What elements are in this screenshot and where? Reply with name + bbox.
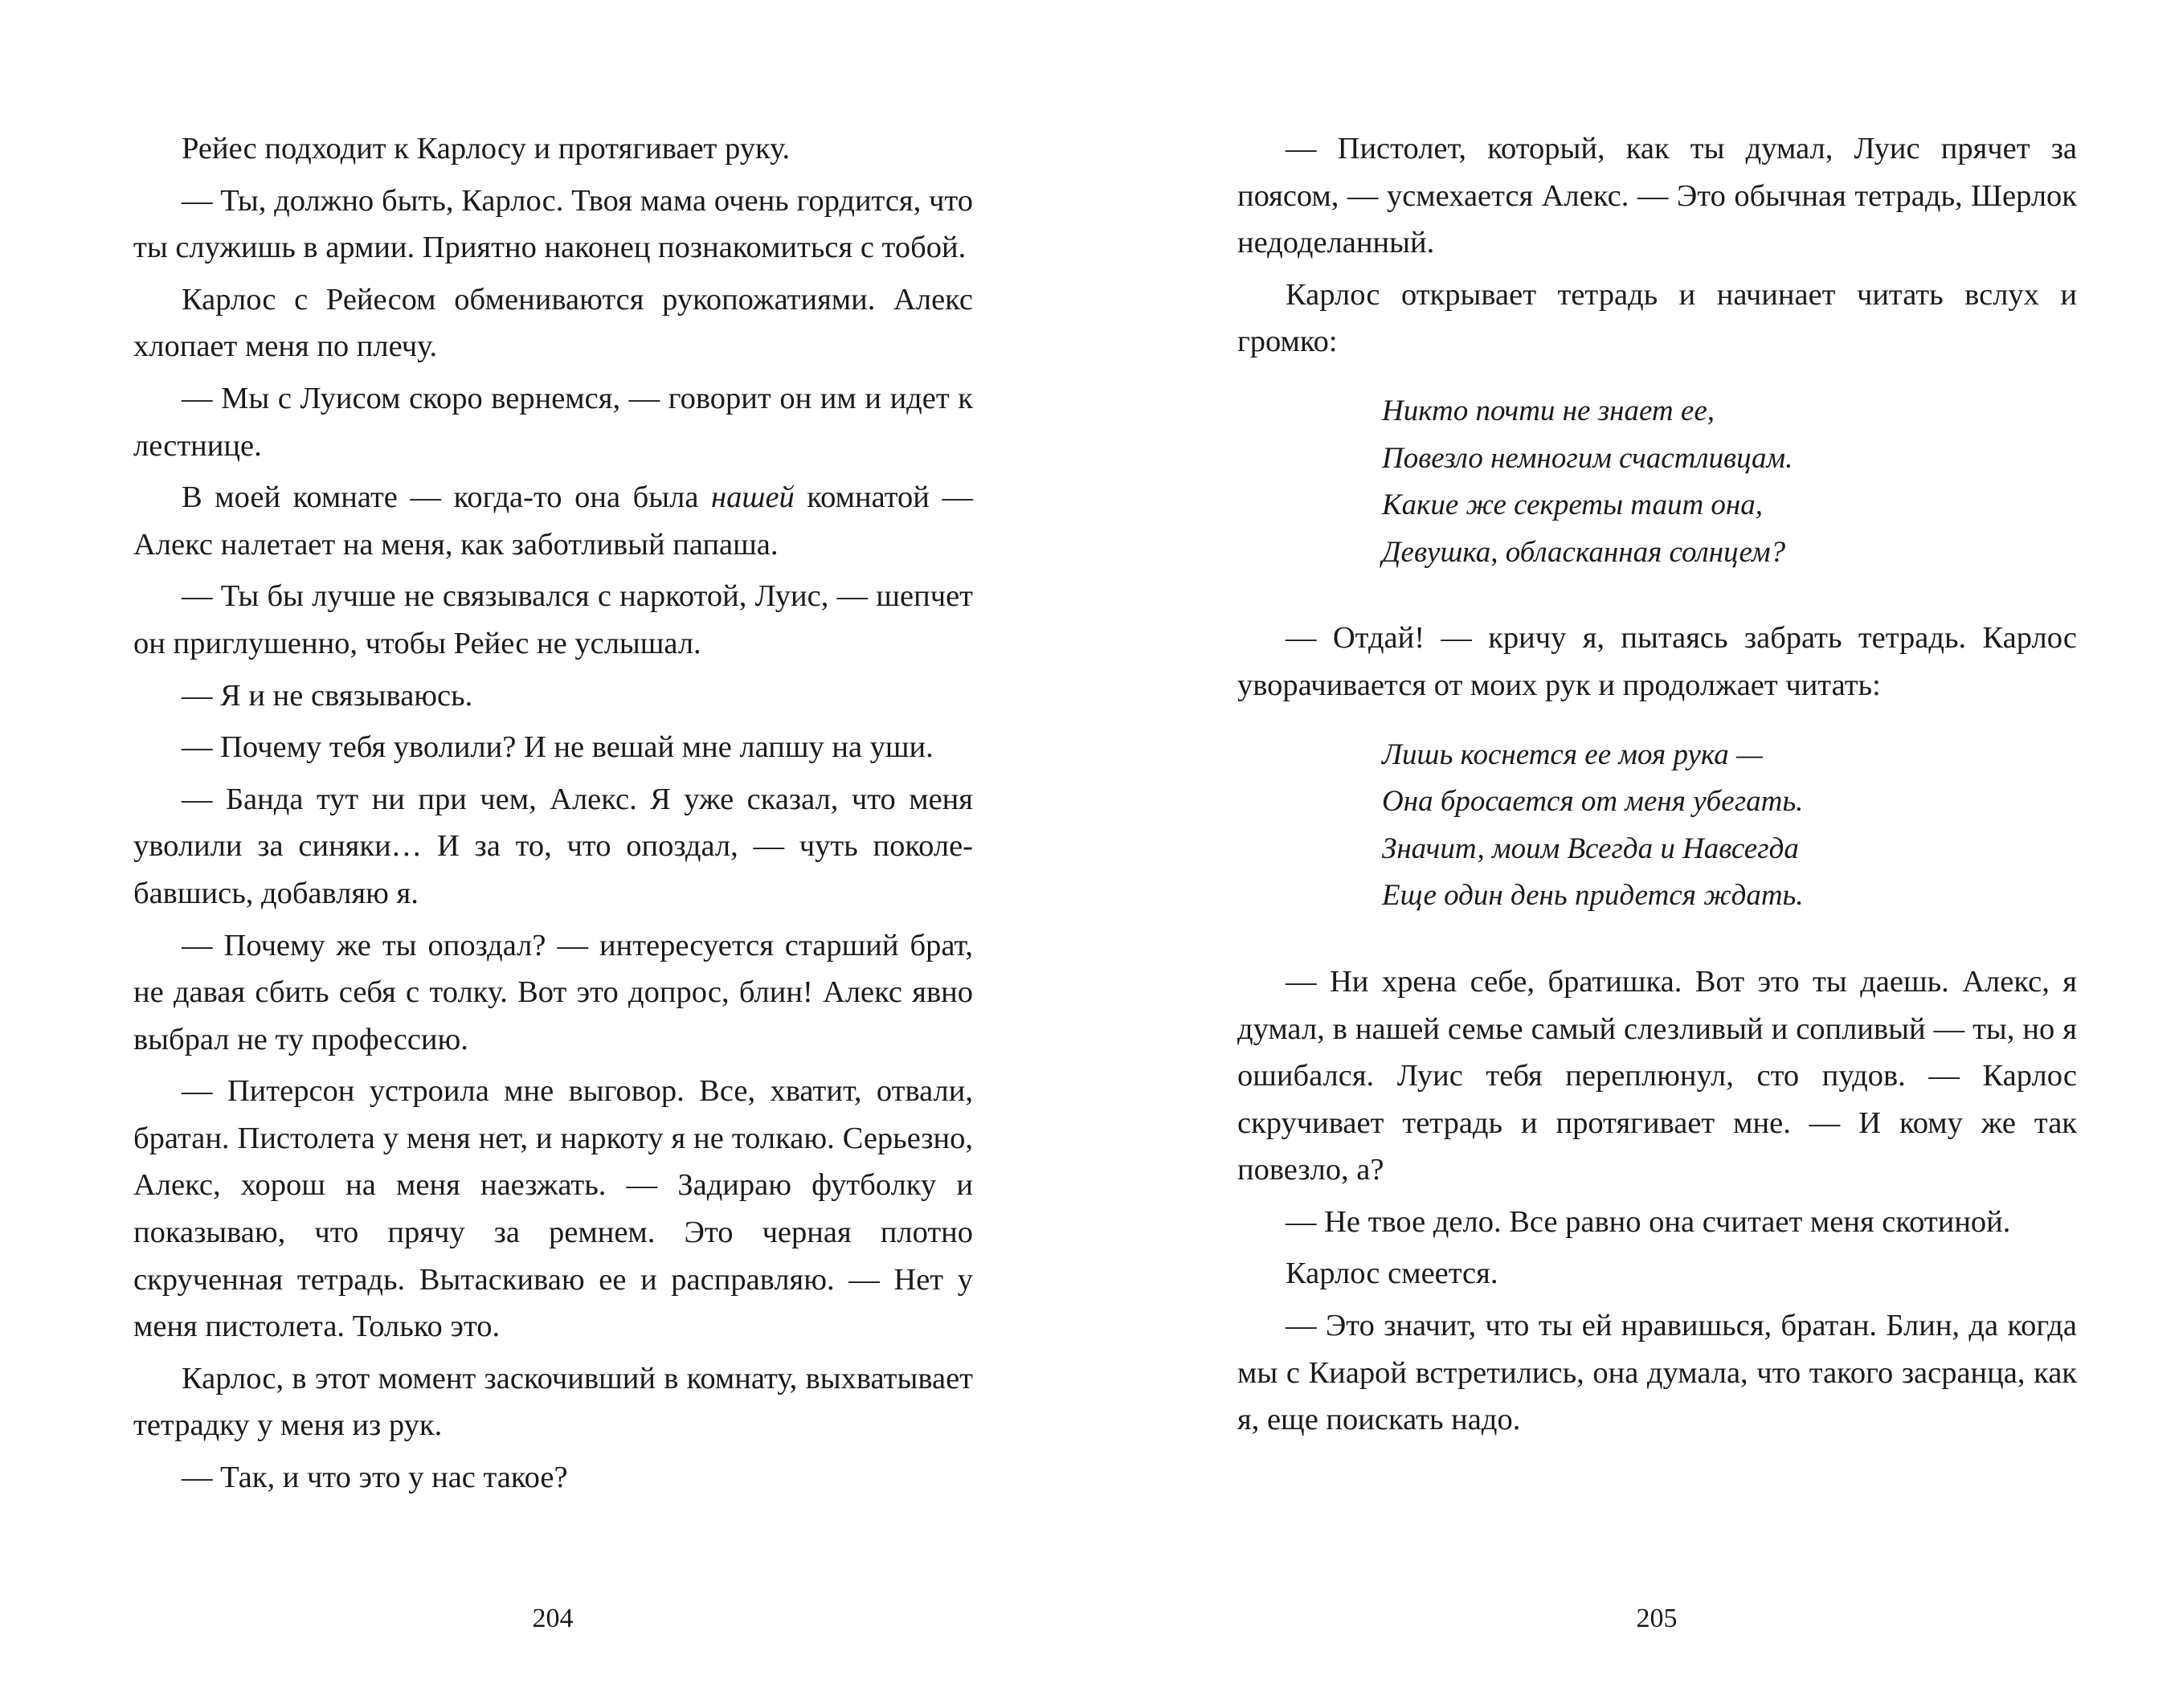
paragraph: — Я и не связываюсь.	[182, 678, 473, 713]
poem-stanza-1	[1382, 388, 2077, 576]
paragraph: — Мы с Луисом скоро вернемся, — говорит он им и идет к лестнице.	[133, 381, 973, 463]
paragraph-text: В моей комнате — когда-то она была	[182, 480, 712, 515]
paragraph: — Отдай! — кричу я, пытаясь забрать тетрадь. Карлос уворачивается от моих рук и продолжает читать:	[1237, 621, 2077, 702]
paragraph: — Почему же ты опоздал? — интересуется старший брат, не давая сбить себя с толку. Вот это допрос, блин! Алекс явно выбрал не ту профессию.	[133, 928, 973, 1056]
poem-line: Она бросается от меня убегать.	[1382, 785, 1804, 819]
poem-line: Повезло немногим счастливцам.	[1382, 441, 1793, 475]
paragraph	[133, 474, 973, 568]
paragraph: — Ты бы лучше не связывался с наркотой, Луис, — шепчет он приглушенно, чтобы Рейес не услышал.	[133, 579, 973, 660]
right-page	[1237, 125, 2077, 1652]
paragraph: — Ты, должно быть, Карлос. Твоя мама очень гордится, что ты служишь в армии. Приятно наконец познакомиться с тобой.	[133, 183, 973, 265]
paragraph-text: комнатой — Алекс налетает на меня, как заботливый папаша.	[133, 480, 974, 562]
page-number-right: 205	[1636, 1604, 1678, 1633]
poem-line: Никто почти не знает ее,	[1382, 394, 1715, 427]
poem-line: Лишь коснется ее моя рука —	[1382, 738, 1763, 771]
paragraph: Карлос открывает тетрадь и начинает читать вслух и громко:	[1237, 277, 2077, 359]
paragraph: — Банда тут ни при чем, Алекс. Я уже сказал, что меня уволили за синяки… И за то, что опоздал, — чуть поколебавшись, добавляю я.	[133, 782, 973, 910]
emphasized-word: нашей	[711, 480, 795, 515]
paragraph: — Ни хрена себе, братишка. Вот это ты даешь. Алекс, я думал, в нашей семье самый слезливый и сопливый — ты, но я ошибался. Луис тебя переплюнул, сто пудов. — Карлос скручивает тетрадь и протягивает мне. — И кому же так повезло, а?	[1237, 964, 2077, 1187]
poem-line: Еще один день придется ждать.	[1382, 879, 1804, 913]
paragraph: — Не твое дело. Все равно она считает меня скотиной.	[1286, 1204, 2011, 1239]
poem-stanza-2	[1382, 732, 2077, 920]
paragraph: — Пистолет, который, как ты думал, Луис прячет за поясом, — усмехается Алекс. — Это обычная тетрадь, Шерлок недоделанный.	[1237, 132, 2077, 260]
poem-line: Значит, моим Всегда и Навсегда	[1382, 832, 1799, 865]
paragraph: Карлос с Рейесом обмениваются рукопожатиями. Алекс хлопает меня по плечу.	[133, 282, 973, 364]
paragraph: — Так, и что это у нас такое?	[182, 1461, 568, 1495]
left-page	[133, 125, 973, 1652]
paragraph: Карлос смеется.	[1286, 1256, 1498, 1291]
page-number-left: 204	[532, 1604, 574, 1633]
poem-line: Девушка, обласканная солнцем?	[1382, 535, 1786, 569]
paragraph: — Питерсон устроила мне выговор. Все, хватит, отвали, братан. Пистолета у меня нет, и наркоту я не толкаю. Серьезно, Алекс, хорош на меня наезжать. — Задираю футболку и показываю, что прячу за ремнем. Это черная плотно скрученная тетрадь. Вытаскиваю ее и расправляю. — Нет у меня пистолета. Только это.	[133, 1074, 973, 1344]
paragraph: Карлос, в этот момент заскочивший в комнату, выхватывает тетрадку у меня из рук.	[133, 1361, 973, 1443]
paragraph: — Почему тебя уволили? И не вешай мне лапшу на уши.	[182, 730, 934, 765]
paragraph: — Это значит, что ты ей нравишься, братан. Блин, да когда мы с Киарой встретились, она думала, что такого засранца, как я, еще поискать надо.	[1237, 1309, 2077, 1437]
paragraph: Рейес подходит к Карлосу и протягивает руку.	[182, 132, 791, 165]
poem-line: Какие же секреты таит она,	[1382, 488, 1764, 522]
